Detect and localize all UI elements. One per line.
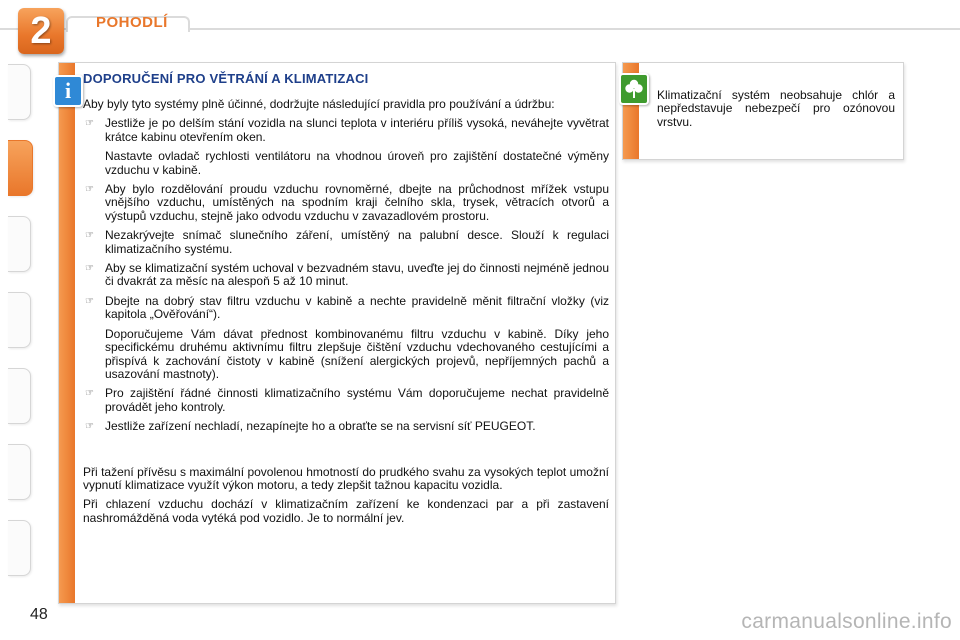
bullet-item: ☞ Jestliže je po delším stání vozidla na slunci teplota v interiéru příliš vysoká, neváhejte vyvětrat krátce kabinu otevřením oken. <box>85 116 609 144</box>
eco-panel <box>622 62 904 160</box>
info-icon: i <box>53 75 83 107</box>
bullet-item: ☞ Nezakrývejte snímač slunečního záření, umístěný na palubní desce. Slouží k regulaci klimatizačního systému. <box>85 228 609 256</box>
pointing-hand-icon: ☞ <box>85 184 94 196</box>
spacer <box>83 440 609 466</box>
info-title: DOPORUČENÍ PRO VĚTRÁNÍ A KLIMATIZACI <box>83 71 369 86</box>
page-number: 48 <box>30 606 48 623</box>
bullet-item: ☞ Aby se klimatizační systém uchoval v bezvadném stavu, uveďte jej do činnosti nejméně jednou či dvakrát za měsíc na alespoň 5 až 10 minut. <box>85 261 609 289</box>
side-chapter-tabs <box>0 64 34 584</box>
info-panel <box>58 62 616 604</box>
bullet-item: ☞ Dbejte na dobrý stav filtru vzduchu v kabině a nechte pravidelně měnit filtrační vložky (viz kapitola „Ověřování“). <box>85 293 609 322</box>
eco-text: Klimatizační systém neobsahuje chlór a nepředstavuje nebezpečí pro ozónovou vrstvu. <box>657 88 895 129</box>
side-tab-7[interactable] <box>8 520 31 576</box>
side-tab-5[interactable] <box>8 368 31 424</box>
clover-leaf-icon <box>619 73 649 105</box>
side-tab-6[interactable] <box>8 444 31 500</box>
chapter-badge <box>18 8 64 54</box>
pointing-hand-icon: ☞ <box>85 118 94 130</box>
chapter-title: POHODLÍ <box>96 14 168 31</box>
side-tab-2-active[interactable] <box>8 140 33 196</box>
watermark: carmanualsonline.info <box>741 610 952 633</box>
pointing-hand-icon: ☞ <box>85 295 94 307</box>
towing-paragraph: Při tažení přívěsu s maximální povolenou hmotností do prudkého svahu za vysokých teplot umožní vypnutí klimatizace využít výkon motoru, a tedy zlepšit tažnou kapacitu vozidla. <box>83 464 609 492</box>
pointing-hand-icon: ☞ <box>85 388 94 400</box>
chapter-number: 2 <box>30 10 52 52</box>
bullet-item: ☞ Aby bylo rozdělování proudu vzduchu rovnoměrné, dbejte na průchodnost mřížek vstupu vnějšího vzduchu, umístěných na spodním kraji čelního skla, trysek, větracích otvorů a výstupů vzduchu, stejně jako odvodu vzduchu v zavazadlovém prostoru. <box>85 182 609 223</box>
info-content <box>83 71 609 531</box>
pointing-hand-icon: ☞ <box>85 230 94 242</box>
pointing-hand-icon: ☞ <box>85 263 94 275</box>
info-stripe <box>59 63 75 603</box>
bullet-item: ☞ Pro zajištění řádné činnosti klimatizačního systému Vám doporučujeme nechat pravidelně provádět jeho kontroly. <box>85 386 609 414</box>
condensation-paragraph: Při chlazení vzduchu dochází v klimatizačním zařízení ke kondenzaci par a při zastavení nashromážděná voda vytéká pod vozidlo. Je to normální jev. <box>83 497 609 525</box>
bullet-subitem: Nastavte ovladač rychlosti ventilátoru na vhodnou úroveň pro zajištění dostatečné výměny vzduchu v kabině. <box>105 149 609 177</box>
bullet-item: ☞ Jestliže zařízení nechladí, nezapínejte ho a obraťte se na servisní síť PEUGEOT. <box>85 419 536 434</box>
pointing-hand-icon: ☞ <box>85 421 94 433</box>
side-tab-3[interactable] <box>8 216 31 272</box>
intro-text: Aby byly tyto systémy plně účinné, dodržujte následující pravidla pro používání a údržbu: <box>83 97 555 111</box>
bullet-subitem: Doporučujeme Vám dávat přednost kombinovanému filtru vzduchu v kabině. Díky jeho specifickému druhému aktivnímu filtru zlepšuje čištění vzduchu vdechovaného cestujícími a přispívá k zachování čistoty v kabině (snížení alergických projevů, nepříjemných pachů a usazování mastnoty). <box>105 326 609 381</box>
side-tab-4[interactable] <box>8 292 31 348</box>
side-tab-1[interactable] <box>8 64 31 120</box>
